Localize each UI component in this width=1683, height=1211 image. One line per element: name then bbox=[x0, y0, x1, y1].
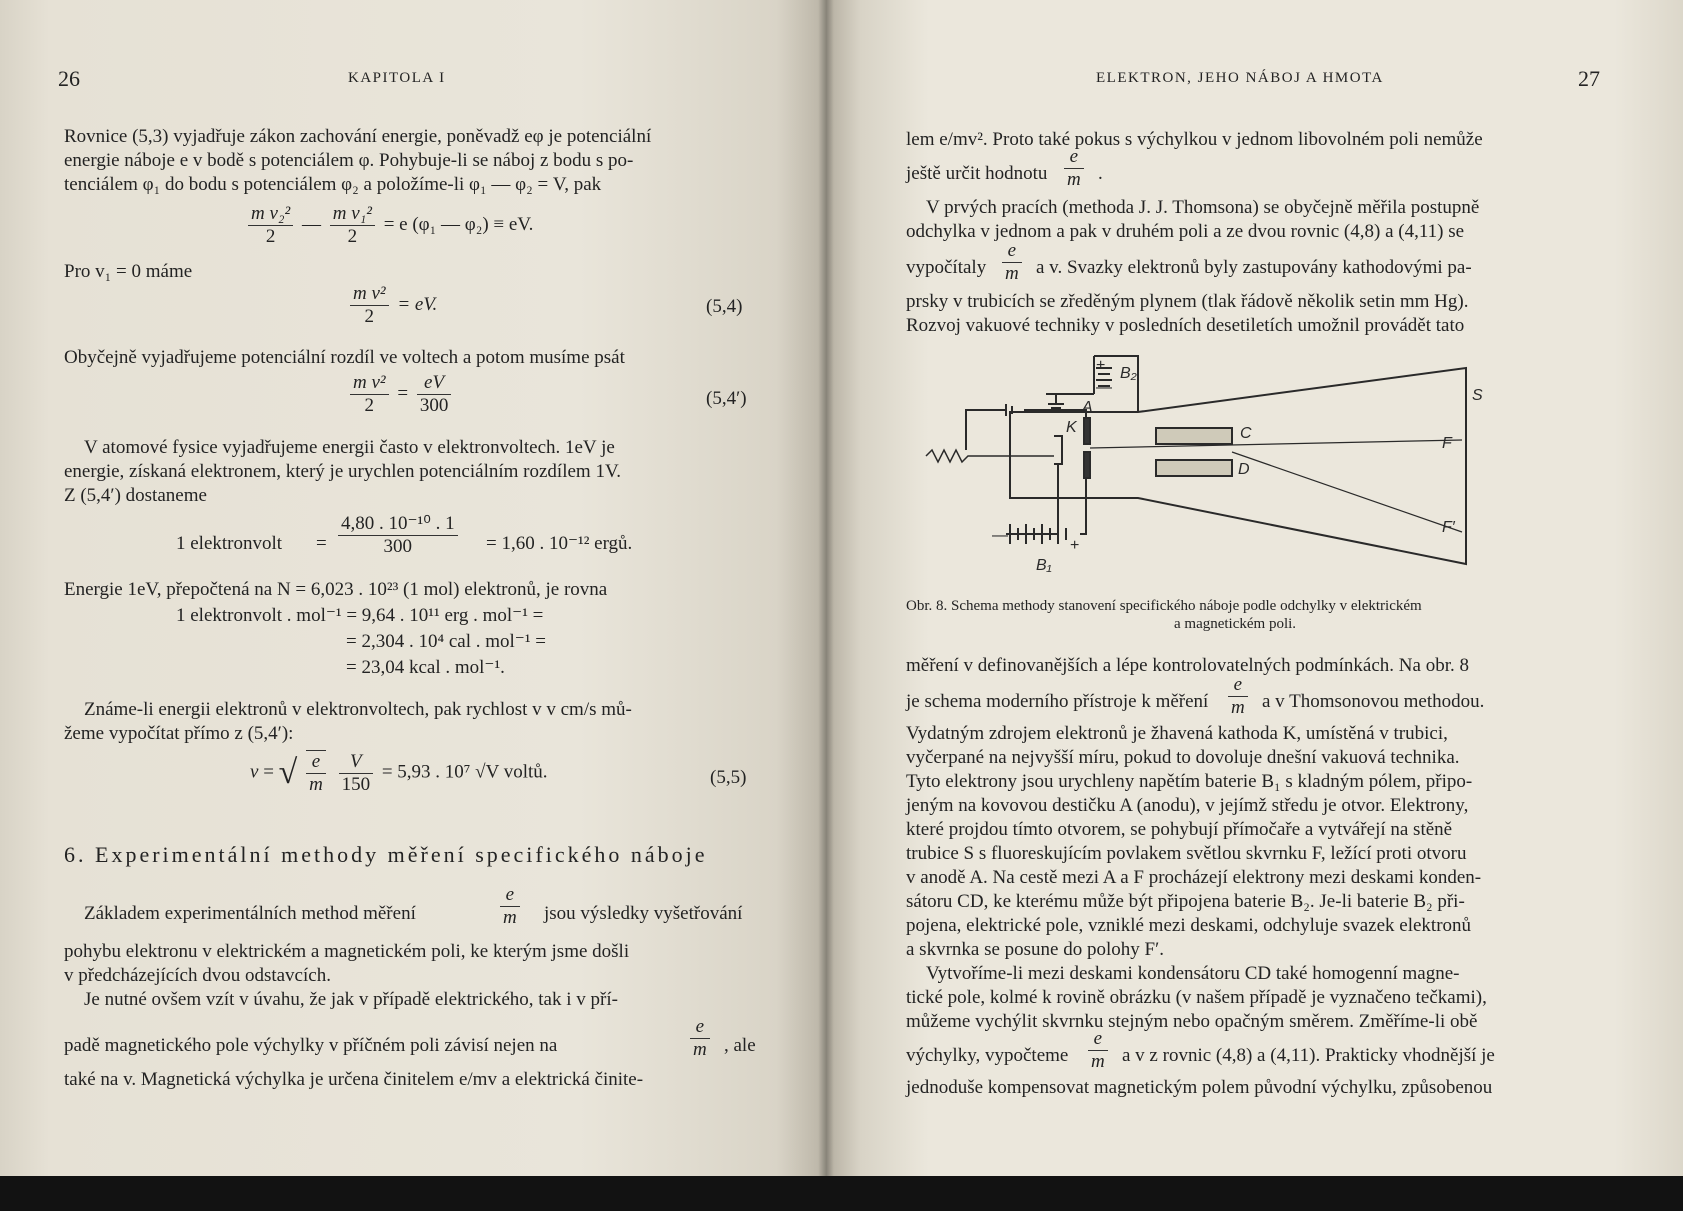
page-number: 27 bbox=[1578, 66, 1600, 91]
section-title: 6. Experimentální methody měření specifického náboje bbox=[64, 842, 708, 867]
text-line: jednoduše kompensovat magnetickým polem původní výchylku, způsobenou bbox=[906, 1077, 1493, 1098]
text-line: energie, získaná elektronem, který je urychlen potenciálním rozdílem 1V. bbox=[64, 461, 621, 482]
left-page: 26 KAPITOLA I Rovnice (5,3) vyjadřuje zákon zachování energie, poněvadž eφ je potenciální energie náboje e v bodě s potenciálem φ. Pohybuje-li se náboj z bodu s po- tenciálem φ₁ do bodu s potenciálem φ₂ a položíme-li φ₁ — φ₂ = V, pak $\frac{\text{m v₂²}}{2}$ — $\frac{\text{m v₁²}}{2}$ = e (φ₁ — φ₂) ≡ eV. Pro v₁ = 0 máme $\frac{\text{m v²}}{2}$ = eV. (5,4) Obyčejně vyjadřujeme potenciální rozdíl ve voltech a potom musíme psát $\frac{\text{m v²}}{2}$ = $\frac{eV}{300}$ (5,4′) V atomové fysice vyjadřujeme energii často v elektronvoltech. 1eV je energie, získaná elektronem, který je urychlen potenciálním rozdílem 1V. Z (5,4′) dostaneme 1 elektronvolt = $\frac{\text{4,80 . 10⁻¹⁰ . 1}}{300}$ = 1,60 . 10⁻¹² ergů. Energie 1eV, přepočtená na N = 6,023 . 10²³ (1 mol) elektronů, je rovna 1 elektronvolt . mol⁻¹ = 9,64 . 10¹¹ erg . mol⁻¹ = = 2,304 . 10⁴ cal . mol⁻¹ = = 23,04 kcal . mol⁻¹. Známe-li energii elektronů v elektronvoltech, pak rychlost v v cm/s mů- žeme vypočítat přímo z (5,4′): v = √ $\frac{e}{m}$ $\frac{V}{150}$ = 5,93 . 10⁷ √V voltů. (5,5) 6. Experimentální methody měření specifického náboje Základem experimentálních method měření $\frac{e}{m}$ jsou výsledky vyšetřování pohybu elektronu v elektrickém a magnetickém poli, ke kterým jsme došli v předcházejících dvou odstavcích. Je nutné ovšem vzít v úvahu, že jak v případě elektrického, tak i v pří- padě magnetického pole výchylky v příčném poli závisí nejen na $\frac{e}{m}$ , ale také na v. Magnetická výchylka je určena činitelem e/mv a elektrická činite- bbox=[0, 0, 826, 1211]
equation-label: (5,4′) bbox=[706, 388, 747, 409]
text-line: V prvých pracích (methoda J. J. Thomsona) se obyčejně měřila postupně bbox=[926, 197, 1480, 218]
text-line: můžeme vychýlit skvrnku stejným nebo opačným směrem. Změříme-li obě bbox=[906, 1011, 1478, 1032]
heater-coil bbox=[926, 450, 1054, 462]
label-b2: B₂ bbox=[1120, 365, 1137, 382]
text-line: lem e/mv². Proto také pokus s výchylkou v jednom libovolném poli nemůže bbox=[906, 129, 1483, 150]
text-line: trubice S s fluoreskujícím povlakem světlou skvrnku F, ležící proti otvoru bbox=[906, 843, 1467, 864]
text-line: pohybu elektronu v elektrickém a magnetickém poli, ke kterým jsme došli bbox=[64, 941, 630, 962]
text-line: které projdou tímto otvorem, se pohybují přímočaře a vytvářejí na stěně bbox=[906, 819, 1453, 840]
label-c: C bbox=[1240, 425, 1252, 442]
text-line: energie náboje e v bodě s potenciálem φ. Pohybuje-li se náboj z bodu s po- bbox=[64, 150, 634, 171]
capacitor-plate-c bbox=[1156, 428, 1232, 444]
text-line: Rozvoj vakuové techniky v posledních desetiletích umožnil provádět tato bbox=[906, 315, 1465, 336]
text-line: je schema moderního přístroje k měření bbox=[906, 691, 1209, 712]
text-line: ještě určit hodnotu bbox=[906, 163, 1048, 184]
svg-text:—: — bbox=[992, 527, 1008, 544]
text-line: pojena, elektrické pole, vzniklé mezi deskami, odchyluje svazek elektronů bbox=[906, 915, 1472, 936]
label-a: A bbox=[1082, 399, 1093, 416]
electron-beam bbox=[1090, 440, 1462, 448]
figure-caption: a magnetickém poli. bbox=[1174, 616, 1297, 632]
equation-5-4-prime: $\frac{\text{m v²}}{2}$ = $\frac{eV}{300}$ bbox=[346, 372, 455, 417]
text-line: a v. Svazky elektronů byly zastupovány kathodovými pa- bbox=[1036, 257, 1472, 278]
text-line: 1 elektronvolt bbox=[176, 533, 283, 554]
equation-ev-fraction: $\frac{\text{4,80 . 10⁻¹⁰ . 1}}{300}$ bbox=[334, 512, 462, 558]
text-line: jsou výsledky vyšetřování bbox=[544, 903, 743, 924]
text-line: také na v. Magnetická výchylka je určena činitelem e/mv a elektrická činite- bbox=[64, 1069, 644, 1090]
text-line: = 2,304 . 10⁴ cal . mol⁻¹ = bbox=[346, 631, 546, 652]
text-line: a v Thomsonovou methodou. bbox=[1262, 691, 1485, 712]
text-line: tické pole, kolmé k rovině obrázku (v našem případě je vyznačeno tečkami), bbox=[906, 987, 1487, 1008]
capacitor-plate-d bbox=[1156, 460, 1232, 476]
label-k: K bbox=[1066, 419, 1077, 436]
text-line: a skvrnka se posune do polohy F′. bbox=[906, 939, 1164, 960]
thomson-apparatus-diagram bbox=[906, 348, 1606, 578]
text-line: Pro v₁ = 0 máme bbox=[64, 261, 193, 282]
running-head: ELEKTRON, JEHO NÁBOJ A HMOTA bbox=[1096, 70, 1384, 86]
text-line: jeným na kovovou destičku A (anodu), v jejímž středu je otvor. Elektrony, bbox=[906, 795, 1469, 816]
svg-text:+: + bbox=[1070, 537, 1080, 554]
text-line: v předcházejících dvou odstavcích. bbox=[64, 965, 331, 986]
page-number: 26 bbox=[58, 66, 80, 91]
text-line: Energie 1eV, přepočtená na N = 6,023 . 10²³ (1 mol) elektronů, je rovna bbox=[64, 579, 608, 600]
svg-text:—: — bbox=[1096, 379, 1112, 396]
text-line: a v z rovnic (4,8) a (4,11). Prakticky vhodnější je bbox=[1122, 1045, 1495, 1066]
text-line: vyčerpané na nejvyšší míru, pokud to dovoluje dnešní vakuová technika. bbox=[906, 747, 1460, 768]
text-line: Rovnice (5,3) vyjadřuje zákon zachování energie, poněvadž eφ je potenciální bbox=[64, 126, 652, 147]
text-line: výchylky, vypočteme bbox=[906, 1045, 1069, 1066]
background-edge bbox=[0, 1176, 1683, 1211]
text-line: 1 elektronvolt . mol⁻¹ = 9,64 . 10¹¹ erg . mol⁻¹ = bbox=[176, 605, 544, 626]
text-line: Je nutné ovšem vzít v úvahu, že jak v případě elektrického, tak i v pří- bbox=[84, 989, 618, 1010]
text-line: žeme vypočítat přímo z (5,4′): bbox=[64, 723, 294, 744]
text-line: tenciálem φ₁ do bodu s potenciálem φ₂ a položíme-li φ₁ — φ₂ = V, pak bbox=[64, 174, 602, 195]
text-line: Tyto elektrony jsou urychleny napětím baterie B₁ s kladným pólem, připo- bbox=[906, 771, 1473, 792]
book-gutter bbox=[818, 0, 834, 1211]
text-line: Obyčejně vyjadřujeme potenciální rozdíl ve voltech a potom musíme psát bbox=[64, 347, 625, 368]
text-line: odchylka v jednom a pak v druhém poli a ze dvou rovnic (4,8) a (4,11) se bbox=[906, 221, 1465, 242]
text-line: Vytvoříme-li mezi deskami kondensátoru CD také homogenní magne- bbox=[926, 963, 1460, 984]
text-line: prsky v trubicích se zředěným plynem (tlak řádově několik setin mm Hg). bbox=[906, 291, 1469, 312]
text-line: = 1,60 . 10⁻¹² ergů. bbox=[486, 533, 633, 554]
figure-caption: Obr. 8. Schema methody stanovení specifického náboje podle odchylky v elektrickém bbox=[906, 598, 1422, 614]
running-head: KAPITOLA I bbox=[348, 70, 446, 86]
text-line: V atomové fysice vyjadřujeme energii často v elektronvoltech. 1eV je bbox=[84, 437, 615, 458]
label-b1: B₁ bbox=[1036, 557, 1052, 574]
label-f-prime: F′ bbox=[1442, 519, 1455, 536]
deflected-beam bbox=[1232, 452, 1462, 532]
text-line: = 23,04 kcal . mol⁻¹. bbox=[346, 657, 505, 678]
text-line: , ale bbox=[724, 1035, 756, 1056]
text-line: padě magnetického pole výchylky v příčném poli závisí nejen na bbox=[64, 1035, 558, 1056]
equation-energy: $\frac{\text{m v₂²}}{2}$ — $\frac{\text{m v₁²}}{2}$ = e (φ₁ — φ₂) ≡ eV. bbox=[244, 203, 533, 248]
text-line: Známe-li energii elektronů v elektronvoltech, pak rychlost v v cm/s mů- bbox=[84, 699, 632, 720]
text-line: Z (5,4′) dostaneme bbox=[64, 485, 207, 506]
text-line: Základem experimentálních method měření bbox=[84, 903, 416, 924]
svg-text:+: + bbox=[1096, 357, 1106, 374]
text-line: v anodě A. Na cestě mezi A a F procházejí elektrony mezi deskami konden- bbox=[906, 867, 1482, 888]
label-f: F bbox=[1442, 435, 1452, 452]
cathode-k bbox=[1054, 436, 1062, 464]
equation-5-4: $\frac{\text{m v²}}{2}$ = eV. bbox=[346, 283, 437, 328]
anode-upper bbox=[1084, 418, 1090, 444]
text-line: měření v definovanějších a lépe kontrolovatelných podmínkách. Na obr. 8 bbox=[906, 655, 1469, 676]
text-line: sátoru CD, ke kterému může být připojena baterie B₂. Je-li baterie B₂ při- bbox=[906, 891, 1465, 912]
label-d: D bbox=[1238, 461, 1250, 478]
equation-5-5: v = √ $\frac{e}{m}$ $\frac{V}{150}$ = 5,93 . 10⁷ √V voltů. bbox=[250, 750, 548, 795]
anode-lower bbox=[1084, 452, 1090, 478]
equation-label: (5,4) bbox=[706, 296, 743, 317]
equation-label: (5,5) bbox=[710, 767, 747, 788]
label-s: S bbox=[1472, 387, 1483, 404]
text-line: Vydatným zdrojem elektronů je žhavená kathoda K, umístěná v trubici, bbox=[906, 723, 1448, 744]
text-line: vypočítaly bbox=[906, 257, 987, 278]
right-page: ELEKTRON, JEHO NÁBOJ A HMOTA 27 lem e/mv². Proto také pokus s výchylkou v jednom libovolném poli nemůže ještě určit hodnotu $\frac{e}{m}$ . V prvých pracích (methoda J. J. Thomsona) se obyčejně měřila postupně odchylka v jednom a pak v druhém poli a ze dvou rovnic (4,8) a (4,11) se vypočítaly $\frac{e}{m}$ a v. Svazky elektronů byly zastupovány kathodovými pa- prsky v trubicích se zředěným plynem (tlak řádově několik setin mm Hg). Rozvoj vakuové techniky v posledních desetiletích umožnil provádět tato B₂ + — A K C D S F F′ B₁ — + Obr. 8. Schema methody stanovení specifického náboje podle odchylky v elektrickém a magnetickém poli. měření v definovanějších a lépe kontrolovatelných podmínkách. Na obr. 8 je schema moderního přístroje k měření $\frac{e}{m}$ a v Thomsonovou methodou. Vydatným zdrojem elektronů je žhavená kathoda K, umístěná v trubici, vyčerpané na nejvyšší míru, pokud to dovoluje dnešní vakuová technika. Tyto elektrony jsou urychleny napětím baterie B₁ s kladným pólem, připo- jeným na kovovou destičku A (anodu), v jejímž středu je otvor. Elektrony, které projdou tímto otvorem, se pohybují přímočaře a vytvářejí na stěně trubice S s fluoreskujícím povlakem světlou skvrnku F, ležící proti otvoru v anodě A. Na cestě mezi A a F procházejí elektrony mezi deskami konden- sátoru CD, ke kterému může být připojena baterie B₂. Je-li baterie B₂ při- pojena, elektrické pole, vzniklé mezi deskami, odchyluje svazek elektronů a skvrnka se posune do polohy F′. Vytvoříme-li mezi deskami kondensátoru CD také homogenní magne- tické pole, kolmé k rovině obrázku (v našem případě je vyznačeno tečkami), můžeme vychýlit skvrnku stejným nebo opačným směrem. Změříme-li obě výchylky, vypočteme $\frac{e}{m}$ a v z rovnic (4,8) a (4,11). Prakticky vhodnější je jednoduše kompensovat magnetickým polem původní výchylku, způsobenou bbox=[826, 0, 1683, 1211]
